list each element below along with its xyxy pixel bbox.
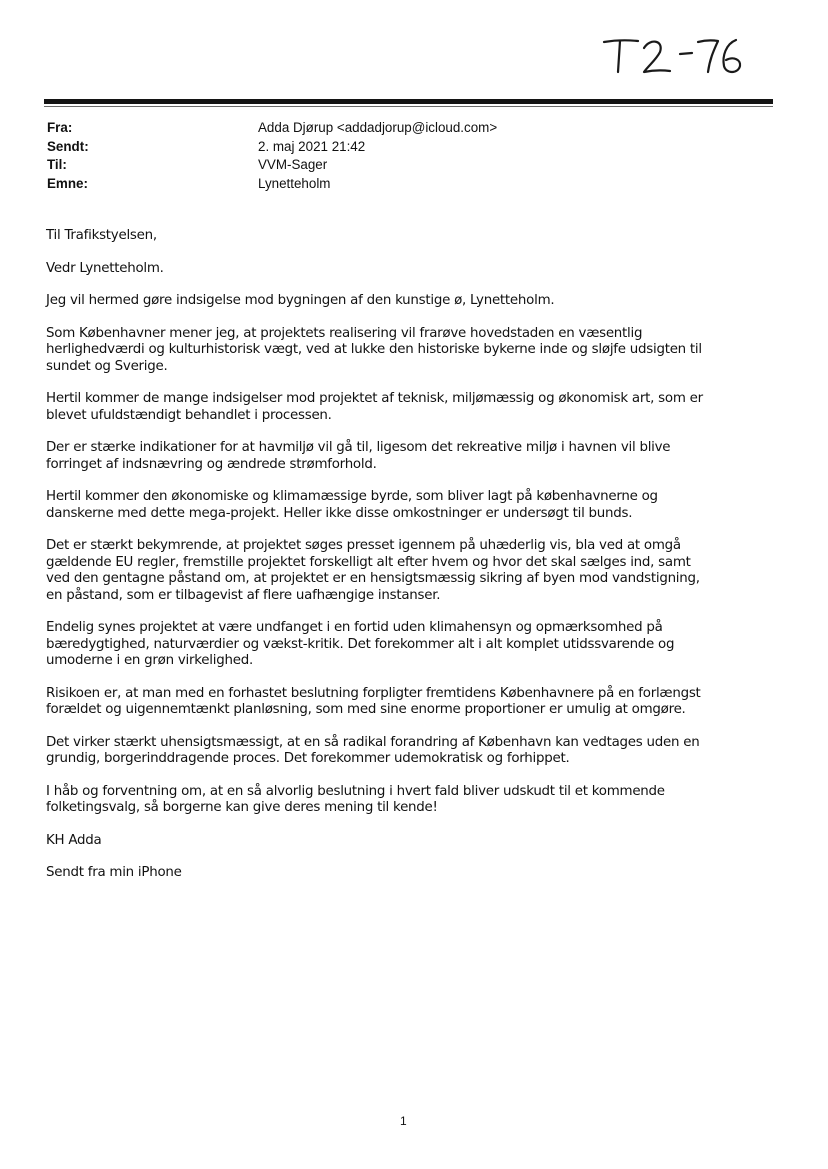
header-divider <box>44 99 773 104</box>
email-header <box>47 119 747 193</box>
sent-label: Sendt: <box>47 138 89 154</box>
body-paragraph: Vedr Lynetteholm. <box>46 260 164 276</box>
header-row-from <box>47 119 747 138</box>
to-label: Til: <box>47 157 67 172</box>
body-paragraph: Til Trafikstyelsen, <box>46 228 157 243</box>
subject-label: Emne: <box>47 175 88 191</box>
sent-from-footer: Sendt fra min iPhone <box>46 865 182 880</box>
body-paragraph: Endelig synes projektet at være undfanget i en fortid uden klimahensyn og opmærksomhed på bæredygtighed, naturværdier og vækst-kritik. Det forekommer alt i alt komplet utidssvarende og umoderne i en grøn virkelighed. <box>46 620 675 668</box>
body-paragraph: Hertil kommer de mange indsigelser mod projektet af teknisk, miljømæssig og økonomisk art, som er blevet ufuldstændigt behandlet i processen. <box>46 391 703 423</box>
from-value: Adda Djørup <addadjorup@icloud.com> <box>258 120 498 135</box>
to-value: VVM-Sager <box>258 157 328 172</box>
body-paragraph: Jeg vil hermed gøre indsigelse mod bygningen af den kunstige ø, Lynetteholm. <box>46 293 555 308</box>
header-row-to <box>47 156 747 175</box>
signature: KH Adda <box>46 832 102 848</box>
from-label: Fra: <box>47 120 73 135</box>
body-paragraph: I håb og forventning om, at en så alvorlig beslutning i hvert fald bliver udskudt til et kommende folketingsvalg, så borgerne kan give deres mening til kende! <box>46 783 665 815</box>
handwritten-stamp-drawing <box>596 28 746 84</box>
sent-value: 2. maj 2021 21:42 <box>258 138 366 154</box>
body-paragraph: Risikoen er, at man med en forhastet beslutning forpligter fremtidens Københavnere på en forlængst forældet og uigennemtænkt planløsning, som med sine enorme proportioner er umulig at omgøre. <box>46 685 701 717</box>
body-paragraph: Som Københavner mener jeg, at projektets realisering vil frarøve hovedstaden en væsentlig herlighedværdi og kulturhistorisk vægt, ved at lukke den historiske bykerne inde og sløjfe udsigten til sundet og Sverige. <box>46 325 702 374</box>
handwritten-stamp <box>596 28 746 84</box>
body-paragraph: Der er stærke indikationer for at havmiljø vil gå til, ligesom det rekreative miljø i havnen vil blive forringet af indsnævring og ændrede strømforhold. <box>46 440 671 472</box>
body-paragraph: Det virker stærkt uhensigtsmæssigt, at en så radikal forandring af København kan vedtages uden en grundig, borgerinddragende proces. Det forekommer udemokratisk og forhippet. <box>46 734 700 766</box>
body-paragraph: Hertil kommer den økonomiske og klimamæssige byrde, som bliver lagt på københavnerne og danskerne med dette mega-projekt. Heller ikke disse omkostninger er undersøgt til bunds. <box>46 489 658 521</box>
page-number: 1 <box>400 1114 407 1128</box>
header-divider-thin <box>44 106 773 107</box>
header-row-sent <box>47 138 747 157</box>
header-row-subject <box>47 175 747 194</box>
body-paragraph: Det er stærkt bekymrende, at projektet søges presset igennem på uhæderlig vis, bla ved at omgå gældende EU regler, fremstille projektet forskelligt alt efter hvem og hvor det skal sælges ind, samt ved den gentagne påstand om, at projektet er en hensigtsmæssig sikring af byen mod vandstigning, en påstand, som er tilbagevist af flere uafhængige instanser. <box>46 538 700 603</box>
subject-value: Lynetteholm <box>258 175 331 191</box>
email-body <box>46 228 786 898</box>
